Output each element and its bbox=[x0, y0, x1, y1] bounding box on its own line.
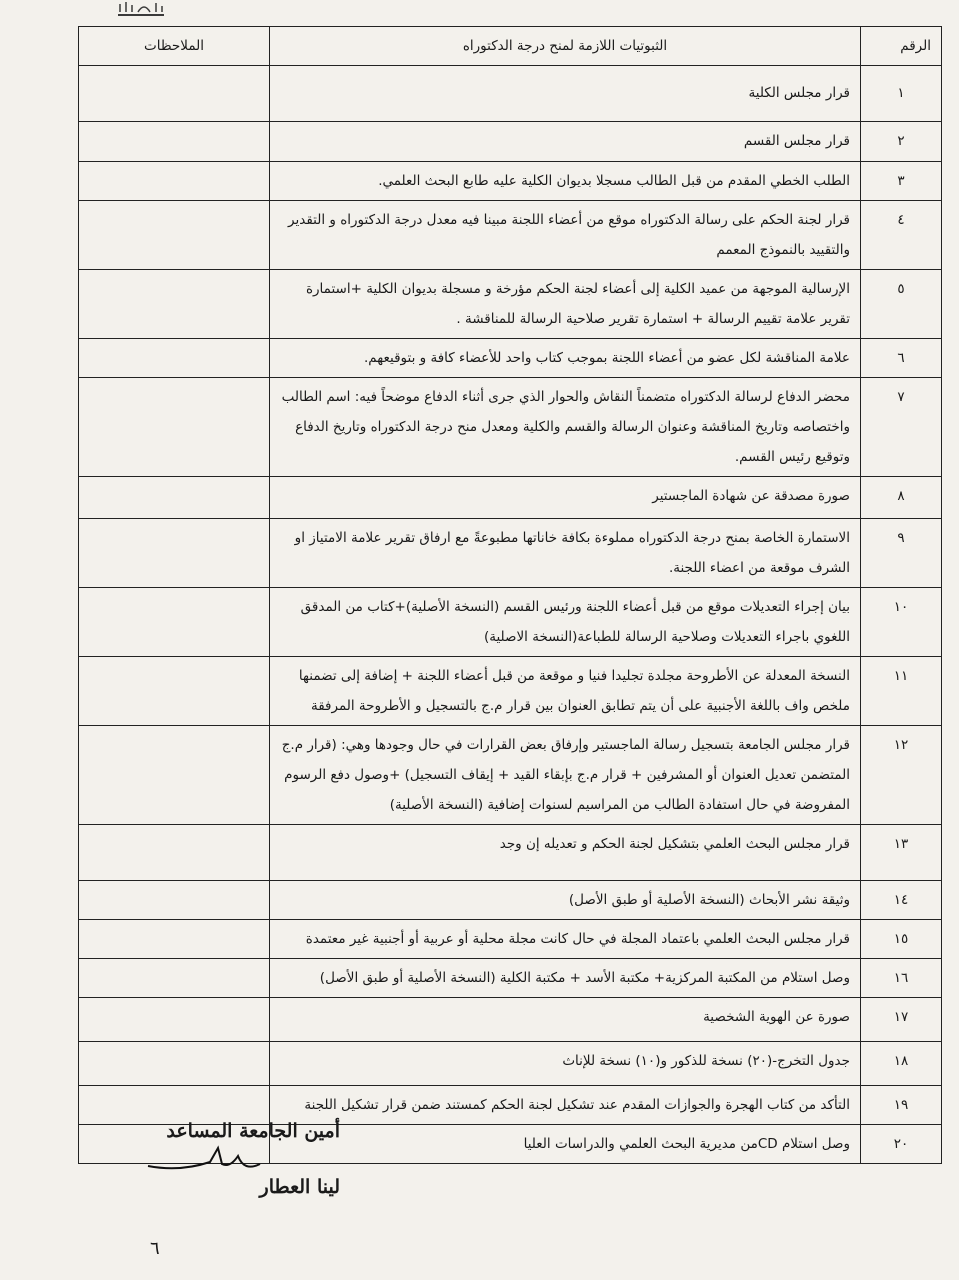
requirements-table bbox=[78, 26, 942, 1164]
row-notes bbox=[79, 270, 270, 339]
row-text: قرار مجلس البحث العلمي بتشكيل لجنة الحكم و تعديله إن وجد bbox=[270, 825, 861, 881]
row-number: ٦ bbox=[861, 339, 942, 378]
row-text: قرار مجلس الكلية bbox=[270, 66, 861, 122]
row-number: ٨ bbox=[861, 477, 942, 519]
row-number: ٩ bbox=[861, 519, 942, 588]
table-row bbox=[79, 1042, 942, 1086]
row-text: النسخة المعدلة عن الأطروحة مجلدة تجليدا فنيا و موقعة من قبل أعضاء اللجنة + إضافة إلى تضمنها ملخص واف باللغة الأجنبية على أن يتم تطابق العنوان بين قرار م.ج بالتسجيل و الأطروحة المرفقة bbox=[270, 657, 861, 726]
table-row bbox=[79, 920, 942, 959]
row-notes bbox=[79, 920, 270, 959]
row-number: ١٥ bbox=[861, 920, 942, 959]
row-text: وصل استلام CDمن مديرية البحث العلمي والدراسات العليا bbox=[270, 1125, 861, 1164]
row-notes bbox=[79, 162, 270, 201]
row-notes bbox=[79, 959, 270, 998]
row-text: علامة المناقشة لكل عضو من أعضاء اللجنة بموجب كتاب واحد للأعضاء كافة و بتوقيعهم. bbox=[270, 339, 861, 378]
table-row bbox=[79, 477, 942, 519]
signature-block bbox=[140, 1120, 340, 1198]
row-notes bbox=[79, 1042, 270, 1086]
row-number: ١٣ bbox=[861, 825, 942, 881]
logo-mark-icon bbox=[118, 0, 164, 14]
header-notes: الملاحظات bbox=[79, 27, 270, 66]
row-text: جدول التخرج-(٢٠) نسخة للذكور و(١٠) نسخة للإناث bbox=[270, 1042, 861, 1086]
table-row bbox=[79, 657, 942, 726]
row-notes bbox=[79, 519, 270, 588]
row-notes bbox=[79, 825, 270, 881]
row-number: ١٩ bbox=[861, 1086, 942, 1125]
table-row bbox=[79, 959, 942, 998]
row-text: التأكد من كتاب الهجرة والجوازات المقدم عند تشكيل لجنة الحكم كمستند ضمن قرار تشكيل اللجنة bbox=[270, 1086, 861, 1125]
row-text: محضر الدفاع لرسالة الدكتوراه متضمناً النقاش والحوار الذي جرى أثناء الدفاع موضحاً فيه: اسم الطالب واختصاصه وتاريخ المناقشة وعنوان الرسالة والقسم والكلية ومعدل منح درجة الدكتوراه وتاريخ الدفاع وتوقيع رئيس القسم. bbox=[270, 378, 861, 477]
signatory-name: لينا العطار bbox=[259, 1176, 340, 1198]
row-number: ٤ bbox=[861, 201, 942, 270]
row-notes bbox=[79, 66, 270, 122]
signature-scribble bbox=[140, 1142, 340, 1176]
row-number: ١٦ bbox=[861, 959, 942, 998]
row-number: ٥ bbox=[861, 270, 942, 339]
table-row bbox=[79, 122, 942, 162]
row-number: ١٢ bbox=[861, 726, 942, 825]
row-notes bbox=[79, 1086, 270, 1125]
signatory-title: أمين الجامعة المساعد bbox=[166, 1120, 340, 1142]
table-row bbox=[79, 66, 942, 122]
row-number: ١١ bbox=[861, 657, 942, 726]
row-notes bbox=[79, 657, 270, 726]
table-row bbox=[79, 825, 942, 881]
row-number: ١٠ bbox=[861, 588, 942, 657]
row-text: قرار مجلس البحث العلمي باعتماد المجلة في حال كانت مجلة محلية أو عربية أو أجنبية غير معتمدة bbox=[270, 920, 861, 959]
header-title: الثبوتيات اللازمة لمنح درجة الدكتوراه bbox=[270, 27, 861, 66]
row-text: الاستمارة الخاصة بمنح درجة الدكتوراه مملوءة بكافة خاناتها مطبوعةً مع ارفاق تقرير علامة الامتياز او الشرف موقعة من اعضاء اللجنة. bbox=[270, 519, 861, 588]
row-number: ١٤ bbox=[861, 881, 942, 920]
row-notes bbox=[79, 201, 270, 270]
row-notes bbox=[79, 477, 270, 519]
table-row bbox=[79, 378, 942, 477]
table-row bbox=[79, 270, 942, 339]
row-text: بيان إجراء التعديلات موقع من قبل أعضاء اللجنة ورئيس القسم (النسخة الأصلية)+كتاب من المدقق اللغوي باجراء التعديلات وصلاحية الرسالة للطباعة(النسخة الاصلية) bbox=[270, 588, 861, 657]
row-notes bbox=[79, 726, 270, 825]
table-row bbox=[79, 998, 942, 1042]
row-notes bbox=[79, 339, 270, 378]
row-text: قرار مجلس الجامعة بتسجيل رسالة الماجستير وإرفاق بعض القرارات في حال وجودها وهي: (قرار م.ج المتضمن تعديل العنوان أو المشرفين + قرار م.ج بإبقاء القيد + إيقاف التسجيل) +وصول دفع الرسوم المفروضة في حال استفادة الطالب من المراسيم لسنوات إضافية (النسخة الأصلية) bbox=[270, 726, 861, 825]
page-number: ٦ bbox=[150, 1238, 160, 1259]
row-number: ٧ bbox=[861, 378, 942, 477]
row-text: قرار لجنة الحكم على رسالة الدكتوراه موقع من أعضاء اللجنة مبينا فيه معدل درجة الدكتوراه و التقدير والتقييد بالنموذج المعمم bbox=[270, 201, 861, 270]
row-number: ٣ bbox=[861, 162, 942, 201]
row-number: ١ bbox=[861, 66, 942, 122]
row-text: قرار مجلس القسم bbox=[270, 122, 861, 162]
row-number: ٢٠ bbox=[861, 1125, 942, 1164]
table-row bbox=[79, 201, 942, 270]
row-notes bbox=[79, 881, 270, 920]
row-number: ١٨ bbox=[861, 1042, 942, 1086]
row-text: الطلب الخطي المقدم من قبل الطالب مسجلا بديوان الكلية عليه طابع البحث العلمي. bbox=[270, 162, 861, 201]
table-row bbox=[79, 339, 942, 378]
table-row bbox=[79, 162, 942, 201]
row-number: ٢ bbox=[861, 122, 942, 162]
row-notes bbox=[79, 378, 270, 477]
row-text: الإرسالية الموجهة من عميد الكلية إلى أعضاء لجنة الحكم مؤرخة و مسجلة بديوان الكلية +استمارة تقرير علامة تقييم الرسالة + استمارة تقرير صلاحية الرسالة للمناقشة . bbox=[270, 270, 861, 339]
table-row bbox=[79, 519, 942, 588]
table-row bbox=[79, 726, 942, 825]
row-notes bbox=[79, 588, 270, 657]
row-text: وصل استلام من المكتبة المركزية+ مكتبة الأسد + مكتبة الكلية (النسخة الأصلية أو طبق الأصل) bbox=[270, 959, 861, 998]
row-text: صورة مصدقة عن شهادة الماجستير bbox=[270, 477, 861, 519]
header-row bbox=[79, 27, 942, 66]
university-logo bbox=[118, 0, 164, 16]
header-number: الرقم bbox=[861, 27, 942, 66]
table-row bbox=[79, 881, 942, 920]
row-text: صورة عن الهوية الشخصية bbox=[270, 998, 861, 1042]
row-notes bbox=[79, 122, 270, 162]
row-notes bbox=[79, 998, 270, 1042]
table-row bbox=[79, 588, 942, 657]
row-number: ١٧ bbox=[861, 998, 942, 1042]
row-text: وثيقة نشر الأبحاث (النسخة الأصلية أو طبق الأصل) bbox=[270, 881, 861, 920]
table-row bbox=[79, 1086, 942, 1125]
